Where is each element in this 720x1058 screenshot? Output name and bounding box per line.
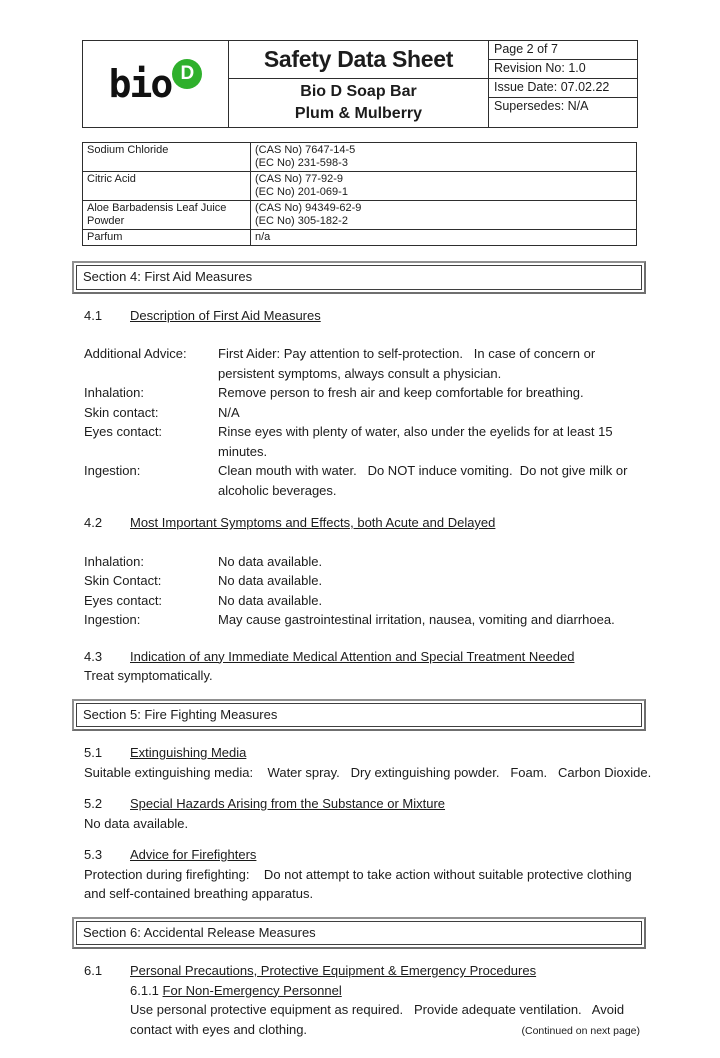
table-row <box>83 230 636 245</box>
field-label: Ingestion: <box>84 463 141 478</box>
section-4-header <box>72 261 646 294</box>
heading-5-3 <box>84 845 638 865</box>
ingredient-name: Sodium Chloride <box>83 143 251 171</box>
ingredient-ids <box>251 143 636 171</box>
section-6-header <box>72 917 646 950</box>
cas-number: (CAS No) 77-92-9 <box>255 173 344 185</box>
ingredient-ids <box>251 201 636 229</box>
logo-cell <box>83 41 229 127</box>
heading-title: Special Hazards Arising from the Substance or Mixture <box>130 796 446 811</box>
cas-number: (CAS No) 94349-62-9 <box>255 202 362 214</box>
heading-number: 4.1 <box>84 307 103 323</box>
field-label: Additional Advice: <box>84 346 187 361</box>
ec-number: (EC No) 201-069-1 <box>255 186 348 198</box>
product-name-line1: Bio D Soap Bar <box>300 83 417 100</box>
field-label: Ingestion: <box>84 612 141 627</box>
list-item <box>84 552 638 572</box>
heading-title: Advice for Firefighters <box>130 847 257 862</box>
list-item <box>84 422 638 461</box>
heading-4-2 <box>84 513 638 533</box>
ingredient-name: Parfum <box>83 230 251 245</box>
title-cell <box>229 41 489 127</box>
field-value: No data available. <box>218 553 323 569</box>
heading-number: 5.3 <box>84 847 103 862</box>
field-value: Rinse eyes with plenty of water, also under the eyelids for at least 15 minutes. <box>218 424 617 459</box>
field-label: Inhalation: <box>84 553 144 569</box>
heading-title: Description of First Aid Measures <box>130 307 321 323</box>
document-body <box>83 261 652 1039</box>
list-item <box>84 383 638 403</box>
ingredient-name: Citric Acid <box>83 172 251 200</box>
heading-6-1 <box>84 961 638 981</box>
field-value: No data available. <box>218 573 323 588</box>
list-item <box>84 403 638 423</box>
heading-number: 5.2 <box>84 796 103 811</box>
field-label: Inhalation: <box>84 385 144 400</box>
document-title: Safety Data Sheet <box>229 41 488 79</box>
section-6-1-body: Use personal protective equipment as required. Provide adequate ventilation. Avoid contact with eyes and clothing. <box>130 1002 628 1037</box>
revision-info <box>489 41 637 127</box>
heading-5-2 <box>84 794 638 814</box>
cas-number: (CAS No) 7647-14-5 <box>255 144 356 156</box>
section-5-3-body: Protection during firefighting: Do not attempt to take action without suitable protective clothing and self-contained breathing apparatus. <box>84 866 636 901</box>
field-value: Remove person to fresh air and keep comfortable for breathing. <box>218 385 584 400</box>
first-aid-measures-list <box>84 344 638 500</box>
field-value: May cause gastrointestinal irritation, nausea, vomiting and diarrhoea. <box>218 612 615 627</box>
revision-number: Revision No: 1.0 <box>489 60 637 79</box>
bio-d-logo <box>109 61 203 107</box>
sds-page <box>0 40 720 1058</box>
heading-4-3 <box>84 647 638 667</box>
heading-title: Personal Precautions, Protective Equipment & Emergency Procedures <box>130 963 537 978</box>
heading-5-1 <box>84 743 638 763</box>
product-name-line2: Plum & Mulberry <box>294 105 423 122</box>
list-item <box>84 571 638 591</box>
heading-title: Indication of any Immediate Medical Attention and Special Treatment Needed <box>130 648 575 664</box>
field-value: First Aider: Pay attention to self-protection. In case of concern or persistent symptoms, always consult a physician. <box>218 346 599 381</box>
heading-number: 6.1.1 <box>130 982 163 998</box>
logo-text: bio <box>108 62 172 106</box>
table-row <box>83 201 636 230</box>
document-header <box>82 40 638 128</box>
ingredient-name: Aloe Barbadensis Leaf Juice Powder <box>83 201 251 229</box>
section-6-1-body-block <box>130 1000 638 1039</box>
ingredient-ids <box>251 230 636 245</box>
heading-number: 5.1 <box>84 745 103 760</box>
heading-4-1 <box>84 306 638 326</box>
field-value: Clean mouth with water. Do NOT induce vomiting. Do not give milk or alcoholic beverages. <box>218 463 632 498</box>
section-6-title: Section 6: Accidental Release Measures <box>76 921 642 946</box>
section-5-2-body: No data available. <box>84 815 189 831</box>
list-item <box>84 461 638 500</box>
heading-number: 6.1 <box>84 963 103 978</box>
heading-title: Extinguishing Media <box>130 745 247 760</box>
field-label: Eyes contact: <box>84 592 163 608</box>
section-5-1-body: Suitable extinguishing media: Water spray. Dry extinguishing powder. Foam. Carbon Dioxide. <box>84 764 652 780</box>
section-5-title: Section 5: Fire Fighting Measures <box>76 703 642 728</box>
issue-date: Issue Date: 07.02.22 <box>489 79 637 98</box>
heading-number: 4.2 <box>84 515 103 530</box>
field-value: N/A <box>218 404 240 420</box>
bio-d-badge-icon: D <box>172 59 202 89</box>
section-4-3-body: Treat symptomatically. <box>84 668 213 683</box>
page-number: Page 2 of 7 <box>489 41 637 60</box>
field-value: No data available. <box>218 592 323 608</box>
table-row <box>83 172 636 201</box>
list-item <box>84 610 638 630</box>
heading-number: 4.3 <box>84 648 103 664</box>
table-row <box>83 143 636 172</box>
supersedes: Supersedes: N/A <box>494 99 589 113</box>
field-label: Eyes contact: <box>84 424 163 439</box>
ingredient-ids <box>251 172 636 200</box>
symptoms-list <box>84 552 638 630</box>
field-label: Skin Contact: <box>84 573 162 588</box>
heading-6-1-1 <box>130 981 638 1001</box>
product-name <box>229 79 488 127</box>
cas-number: n/a <box>255 231 271 243</box>
section-4-title: Section 4: First Aid Measures <box>76 265 642 290</box>
field-label: Skin contact: <box>84 404 159 420</box>
ec-number: (EC No) 231-598-3 <box>255 157 348 169</box>
list-item <box>84 591 638 611</box>
heading-title: Most Important Symptoms and Effects, both Acute and Delayed <box>130 515 496 530</box>
continued-note: (Continued on next page) <box>521 1025 640 1037</box>
ec-number: (EC No) 305-182-2 <box>255 215 348 227</box>
heading-title: For Non-Emergency Personnel <box>162 982 342 998</box>
section-5-header <box>72 699 646 732</box>
ingredients-table <box>82 142 637 246</box>
list-item <box>84 344 638 383</box>
